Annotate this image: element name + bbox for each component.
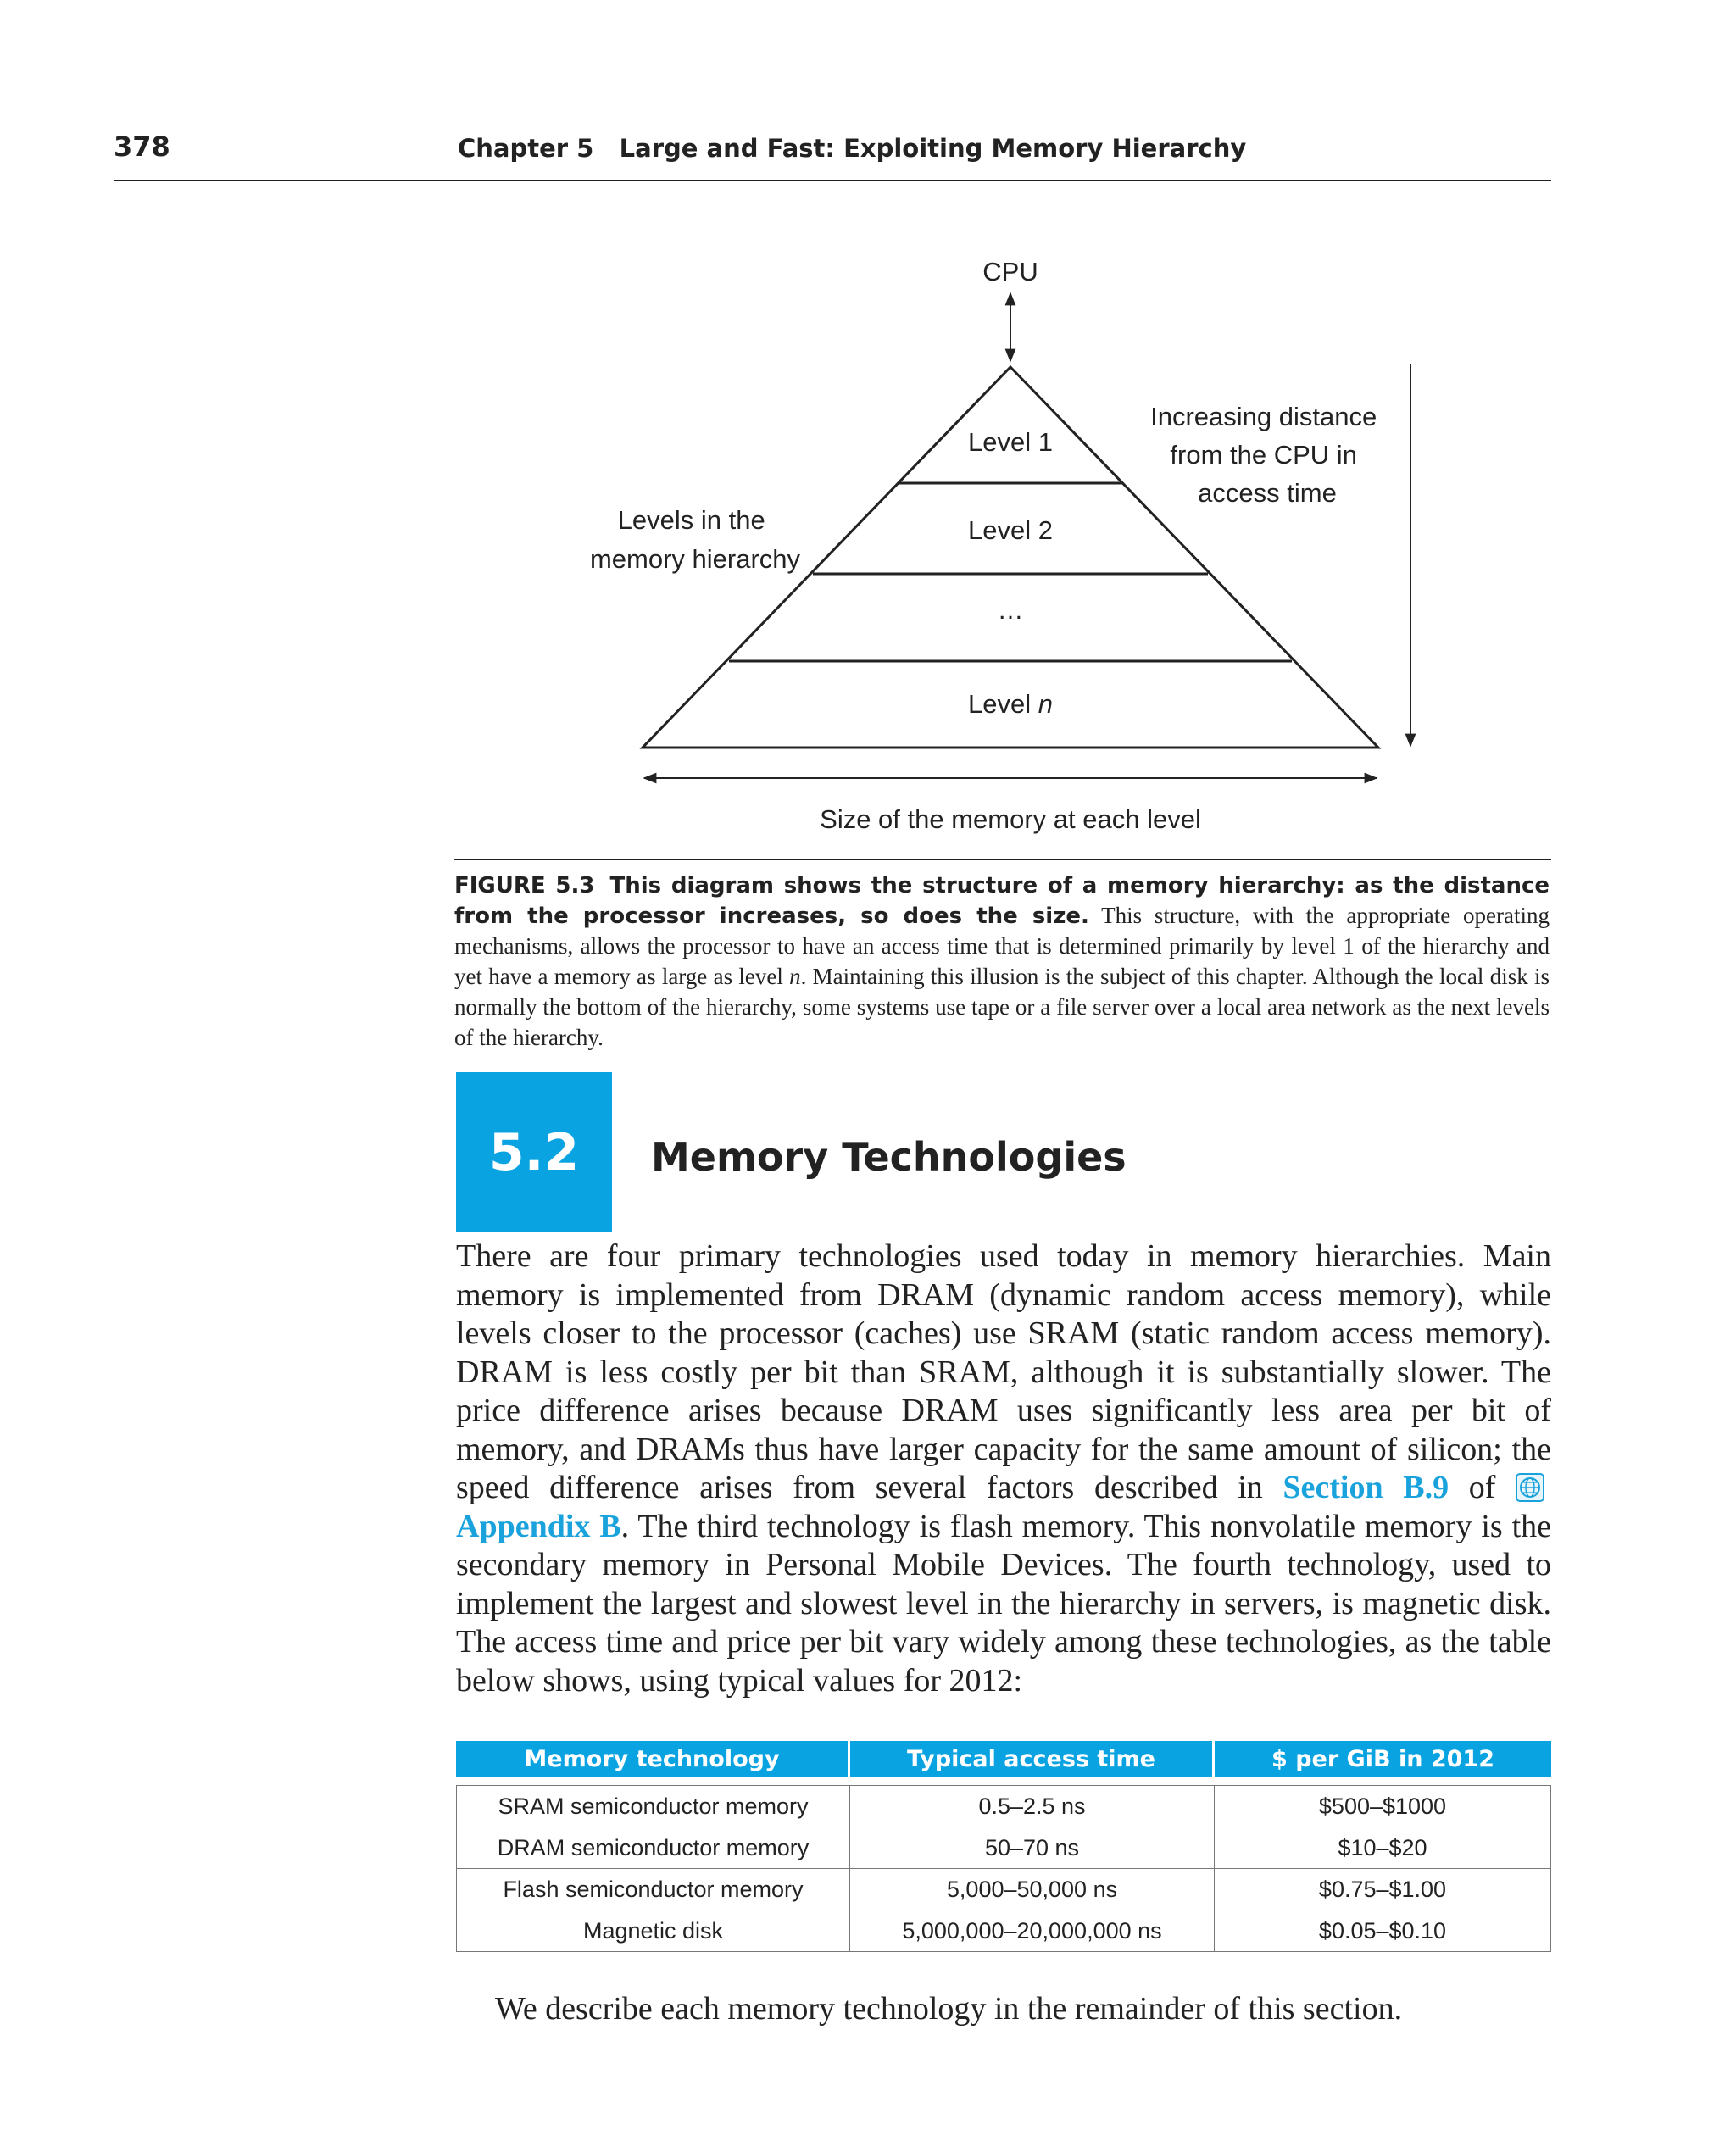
table-cell: Flash semiconductor memory (456, 1869, 850, 1910)
table-row (456, 1785, 1551, 1827)
cpu-label: CPU (982, 257, 1038, 286)
memory-technology-table (456, 1741, 1551, 1952)
page-number: 378 (114, 131, 170, 163)
level-1-label: Level 1 (968, 427, 1053, 457)
section-number: 5.2 (488, 1123, 580, 1182)
increasing-distance-label: Increasing distance from the CPU in access time (1150, 402, 1377, 508)
body-of: of (1449, 1470, 1516, 1505)
table-row (456, 1827, 1551, 1869)
section-title: Memory Technologies (651, 1134, 1127, 1180)
ellipsis-label: … (997, 595, 1024, 625)
table-cell: 5,000–50,000 ns (850, 1869, 1215, 1910)
level-2-label: Level 2 (968, 515, 1053, 545)
figure-number: FIGURE 5.3 (454, 873, 595, 898)
table-row (456, 1910, 1551, 1952)
section-number-box (456, 1072, 612, 1232)
closing-sentence: We describe each memory technology in the remainder of this section. (495, 1991, 1403, 2027)
running-header-title: Chapter 5 Large and Fast: Exploiting Memory Hierarchy (458, 134, 1247, 163)
level-n-label: Level n (968, 689, 1053, 719)
globe-icon (1516, 1473, 1544, 1502)
levels-in-hierarchy-label: Levels in the memory hierarchy (589, 505, 801, 574)
memory-hierarchy-diagram (0, 0, 1736, 856)
table-row (456, 1869, 1551, 1910)
table-cell: $0.05–$0.10 (1215, 1910, 1551, 1952)
table-cell: DRAM semiconductor memory (456, 1827, 850, 1869)
section-b9-link[interactable]: Section B.9 (1283, 1470, 1449, 1505)
table-cell: SRAM semiconductor memory (456, 1785, 850, 1827)
caption-bold-text: This diagram shows the structure of a memory hierarchy: as the distance from the processor increases, so does the size. (454, 873, 1550, 929)
caption-rule (454, 859, 1551, 860)
body-text-1: There are four primary technologies used today in memory hierarchies. Main memory is implemented from DRAM (dynamic random access memory), while levels closer to the processor (caches) use SRAM (static random access memory). DRAM is less costly per bit than SRAM, although it is substantially slower. The price difference arises because DRAM uses significantly less area per bit of memory, and DRAMs thus have larger capacity for the same amount of silicon; the speed difference arises from several factors described in (456, 1238, 1551, 1505)
table-cell: $0.75–$1.00 (1215, 1869, 1551, 1910)
table-cell: Magnetic disk (456, 1910, 850, 1952)
caption-variable: n (789, 964, 801, 989)
table-header-row (456, 1741, 1551, 1777)
header-memory-technology: Memory technology (456, 1741, 850, 1777)
table-cell: 0.5–2.5 ns (850, 1785, 1215, 1827)
caption-text-1: This structure, with the appropriate operating mechanisms, allows the processor to have an access time that is determined primarily by level 1 of the hierarchy and yet have a memory as large as level (454, 903, 1550, 989)
table-cell: 50–70 ns (850, 1827, 1215, 1869)
body-text-2: . The third technology is flash memory. This nonvolatile memory is the secondary memory in Personal Mobile Devices. The fourth technology, used to implement the largest and slowest level in the hierarchy in servers, is magnetic disk. The access time and price per bit vary widely among these technologies, as the table below shows, using typical values for 2012: (456, 1508, 1551, 1699)
header-access-time: Typical access time (850, 1741, 1215, 1777)
appendix-b-label: Appendix B (456, 1508, 621, 1544)
caption-text-2: . Maintaining this illusion is the subject of this chapter. Although the local disk is normally the bottom of the hierarchy, some systems use tape or a file server over a local area network as the next levels of the hierarchy. (454, 964, 1550, 1050)
size-label: Size of the memory at each level (820, 804, 1201, 834)
figure-caption (454, 870, 1550, 1053)
header-price: $ per GiB in 2012 (1215, 1741, 1551, 1777)
body-paragraph (456, 1237, 1551, 1700)
table-cell: 5,000,000–20,000,000 ns (850, 1910, 1215, 1952)
table-cell: $10–$20 (1215, 1827, 1551, 1869)
table-cell: $500–$1000 (1215, 1785, 1551, 1827)
